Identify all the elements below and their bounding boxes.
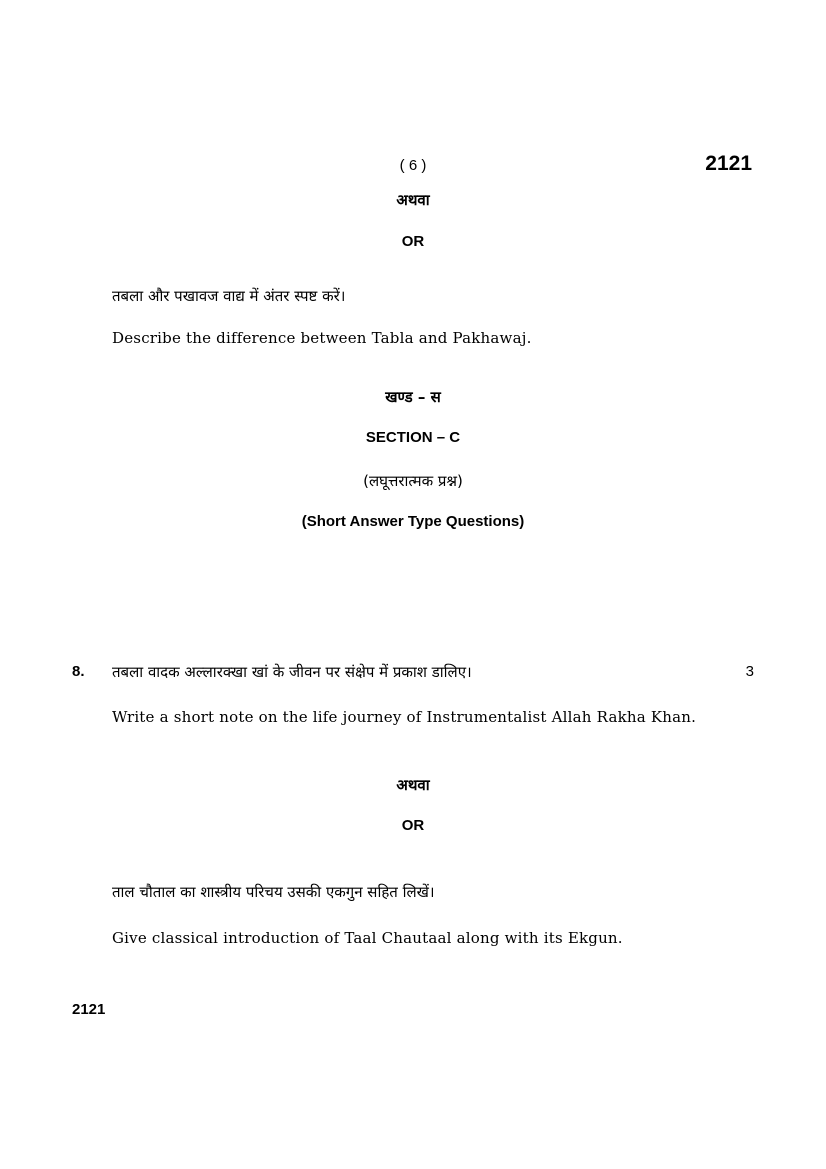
question8-marks: 3 bbox=[745, 663, 754, 680]
question8-english: Write a short note on the life journey of Instrumentalist Allah Rakha Khan. bbox=[112, 708, 697, 726]
section-title-hindi: खण्ड – स bbox=[385, 388, 441, 406]
paper-code-footer: 2121 bbox=[72, 1001, 106, 1018]
question8-alt-english: Give classical introduction of Taal Chautaal along with its Ekgun. bbox=[112, 929, 623, 947]
section-title-english: SECTION – C bbox=[365, 429, 461, 446]
question-number: 8. bbox=[72, 663, 85, 680]
or-english: OR bbox=[401, 233, 425, 250]
question8-hindi: तबला वादक अल्लारक्खा खां के जीवन पर संक्षेप में प्रकाश डालिए। bbox=[112, 663, 472, 681]
question8-or-hindi: अथवा bbox=[396, 776, 430, 794]
section-type-english: (Short Answer Type Questions) bbox=[301, 513, 525, 530]
question-hindi: तबला और पखावज वाद्य में अंतर स्पष्ट करें। bbox=[112, 287, 346, 305]
question8-alt-hindi: ताल चौताल का शास्त्रीय परिचय उसकी एकगुन सहित लिखें। bbox=[112, 883, 435, 901]
paper-code-header: 2121 bbox=[705, 152, 752, 175]
or-hindi: अथवा bbox=[396, 191, 430, 209]
question8-or-english: OR bbox=[401, 817, 425, 834]
question-english: Describe the difference between Tabla and Pakhawaj. bbox=[112, 329, 532, 347]
section-type-hindi: (लघूत्तरात्मक प्रश्न) bbox=[363, 472, 463, 490]
page-number: ( 6 ) bbox=[399, 157, 427, 174]
